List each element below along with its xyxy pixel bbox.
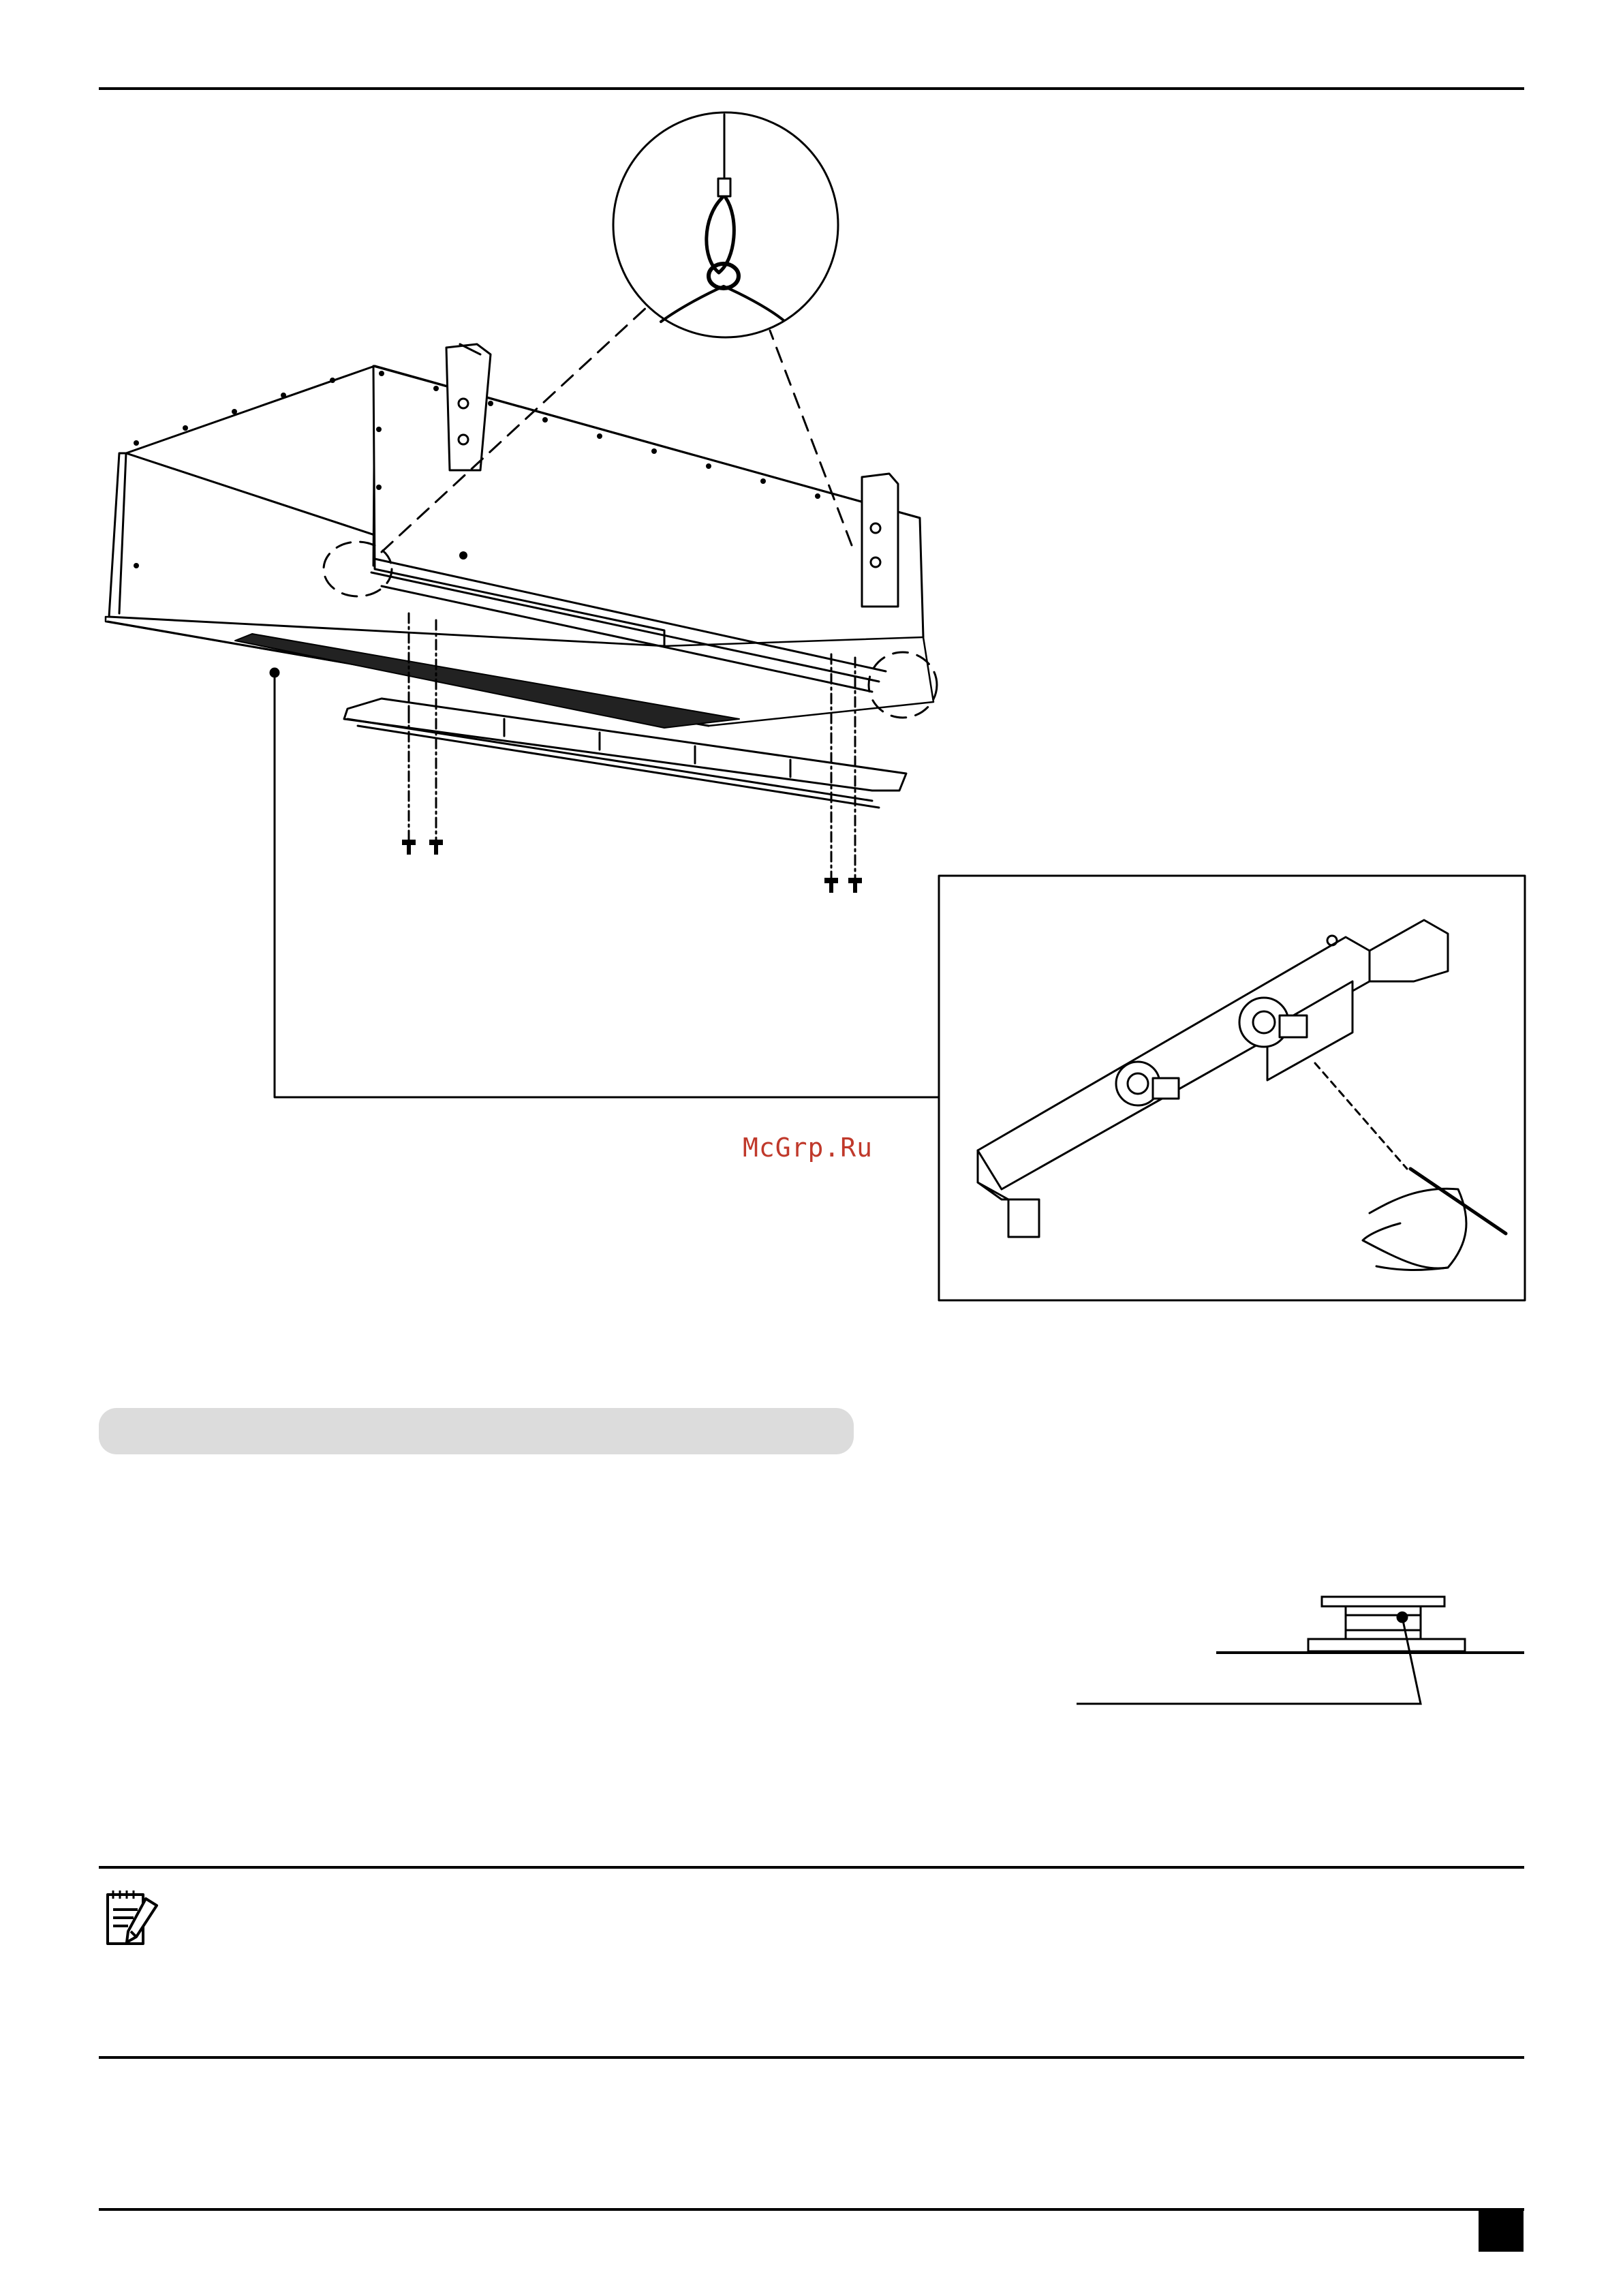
section-heading-bar (99, 1408, 854, 1454)
footer-rule (99, 2208, 1524, 2211)
detail-hook (613, 112, 838, 337)
unit-body (106, 366, 933, 726)
page-number-box (1479, 2211, 1524, 2252)
note-bottom-rule (99, 2056, 1524, 2059)
note-top-rule (99, 1866, 1524, 1869)
detail-bracket (939, 876, 1525, 1300)
grounding-stud-detail (1077, 1597, 1524, 1704)
notepad-pencil-icon (104, 1888, 165, 1949)
watermark: McGrp.Ru (743, 1133, 874, 1163)
